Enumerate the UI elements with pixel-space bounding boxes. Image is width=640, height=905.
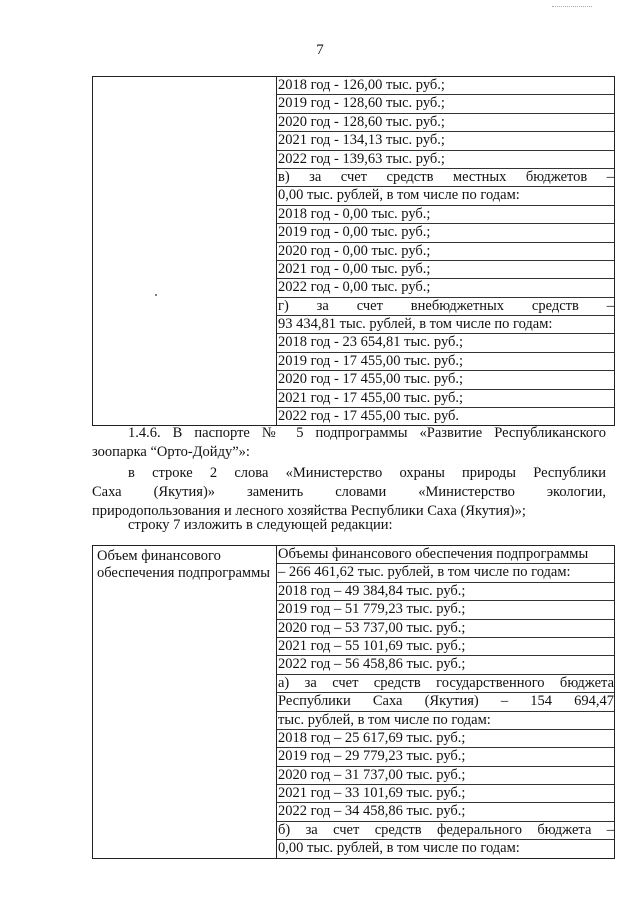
table1-line: в) за счет средств местных бюджетов – bbox=[277, 169, 614, 187]
table1-line: г) за счет внебюджетных средств – bbox=[277, 298, 614, 316]
table2-line: 2021 год – 55 101,69 тыс. руб.; bbox=[277, 638, 614, 656]
table2-line: 2019 год – 29 779,23 тыс. руб.; bbox=[277, 748, 614, 766]
table1-line: 2021 год - 134,13 тыс. руб.; bbox=[277, 132, 614, 150]
paragraph-line: в строке 2 слова «Министерство охраны природы Республики bbox=[128, 465, 606, 481]
table2-line: 2019 год – 51 779,23 тыс. руб.; bbox=[277, 601, 614, 619]
table2-line: – 266 461,62 тыс. рублей, в том числе по годам: bbox=[277, 564, 614, 582]
table1-line: 2020 год - 0,00 тыс. руб.; bbox=[277, 243, 614, 261]
table1-line: 2020 год - 17 455,00 тыс. руб.; bbox=[277, 371, 614, 389]
table1-line: 2019 год - 128,60 тыс. руб.; bbox=[277, 95, 614, 113]
paragraph-line: строку 7 изложить в следующей редакции: bbox=[128, 517, 393, 533]
table1-line: 2021 год - 17 455,00 тыс. руб.; bbox=[277, 390, 614, 408]
table2-line: б) за счет средств федерального бюджета – bbox=[277, 822, 614, 840]
table2-line: 2018 год – 49 384,84 тыс. руб.; bbox=[277, 583, 614, 601]
table1-line: 2019 год - 0,00 тыс. руб.; bbox=[277, 224, 614, 242]
table1-line: 2018 год - 23 654,81 тыс. руб.; bbox=[277, 334, 614, 352]
paragraph-row-7 bbox=[92, 516, 606, 535]
table2-line: 0,00 тыс. рублей, в том числе по годам: bbox=[278, 840, 520, 857]
paragraph-1-4-6 bbox=[92, 424, 606, 462]
table2-line: 2018 год – 25 617,69 тыс. руб.; bbox=[277, 730, 614, 748]
table1-line: 2020 год - 128,60 тыс. руб.; bbox=[277, 114, 614, 132]
table2-line: а) за счет средств государственного бюджета bbox=[277, 675, 614, 693]
table2-line: тыс. рублей, в том числе по годам: bbox=[277, 712, 614, 730]
scan-mark bbox=[552, 6, 592, 9]
table2-line: Республики Саха (Якутия) – 154 694,47 bbox=[277, 693, 614, 711]
table1-line: 2021 год - 0,00 тыс. руб.; bbox=[277, 261, 614, 279]
table1-line: 2022 год - 17 455,00 тыс. руб. bbox=[278, 408, 460, 425]
paragraph-line: Саха (Якутия)» заменить словами «Министерство экологии, bbox=[92, 484, 606, 500]
table2-line: 2022 год – 56 458,86 тыс. руб.; bbox=[277, 656, 614, 674]
table2-line: 2021 год – 33 101,69 тыс. руб.; bbox=[277, 785, 614, 803]
table1-left-cell bbox=[93, 77, 277, 426]
table1-line: 2022 год - 0,00 тыс. руб.; bbox=[277, 279, 614, 297]
table1-line: 2018 год - 0,00 тыс. руб.; bbox=[277, 206, 614, 224]
paragraph-row-2 bbox=[92, 464, 606, 521]
table1-line: 2018 год - 126,00 тыс. руб.; bbox=[277, 77, 614, 95]
financing-label: Объем финансового обеспечения подпрограммы bbox=[97, 548, 271, 581]
table1-line: 2022 год - 139,63 тыс. руб.; bbox=[277, 151, 614, 169]
table2-line: Объемы финансового обеспечения подпрограммы bbox=[277, 546, 614, 564]
paragraph-line: зоопарка “Орто-Дойду”»: bbox=[92, 444, 250, 460]
table2-line: 2022 год – 34 458,86 тыс. руб.; bbox=[277, 803, 614, 821]
table2-line: 2020 год – 53 737,00 тыс. руб.; bbox=[277, 620, 614, 638]
table1-line: 93 434,81 тыс. рублей, в том числе по годам: bbox=[277, 316, 614, 334]
table2-left-cell bbox=[93, 546, 277, 859]
paragraph-line: 1.4.6. В паспорте № 5 подпрограммы «Развитие Республиканского bbox=[128, 425, 606, 441]
table1-line: 0,00 тыс. рублей, в том числе по годам: bbox=[277, 187, 614, 205]
table2-line: 2020 год – 31 737,00 тыс. руб.; bbox=[277, 767, 614, 785]
scan-speck bbox=[155, 294, 157, 296]
table1-right-cell bbox=[277, 77, 615, 426]
paragraph-line: природопользования и лесного хозяйства Республики Саха (Якутия)»; bbox=[92, 503, 526, 519]
financing-table-continued bbox=[92, 76, 615, 426]
table1-line: 2019 год - 17 455,00 тыс. руб.; bbox=[277, 353, 614, 371]
page-number: 7 bbox=[316, 42, 324, 58]
table2-right-cell bbox=[277, 546, 615, 859]
financing-table-new bbox=[92, 545, 615, 859]
